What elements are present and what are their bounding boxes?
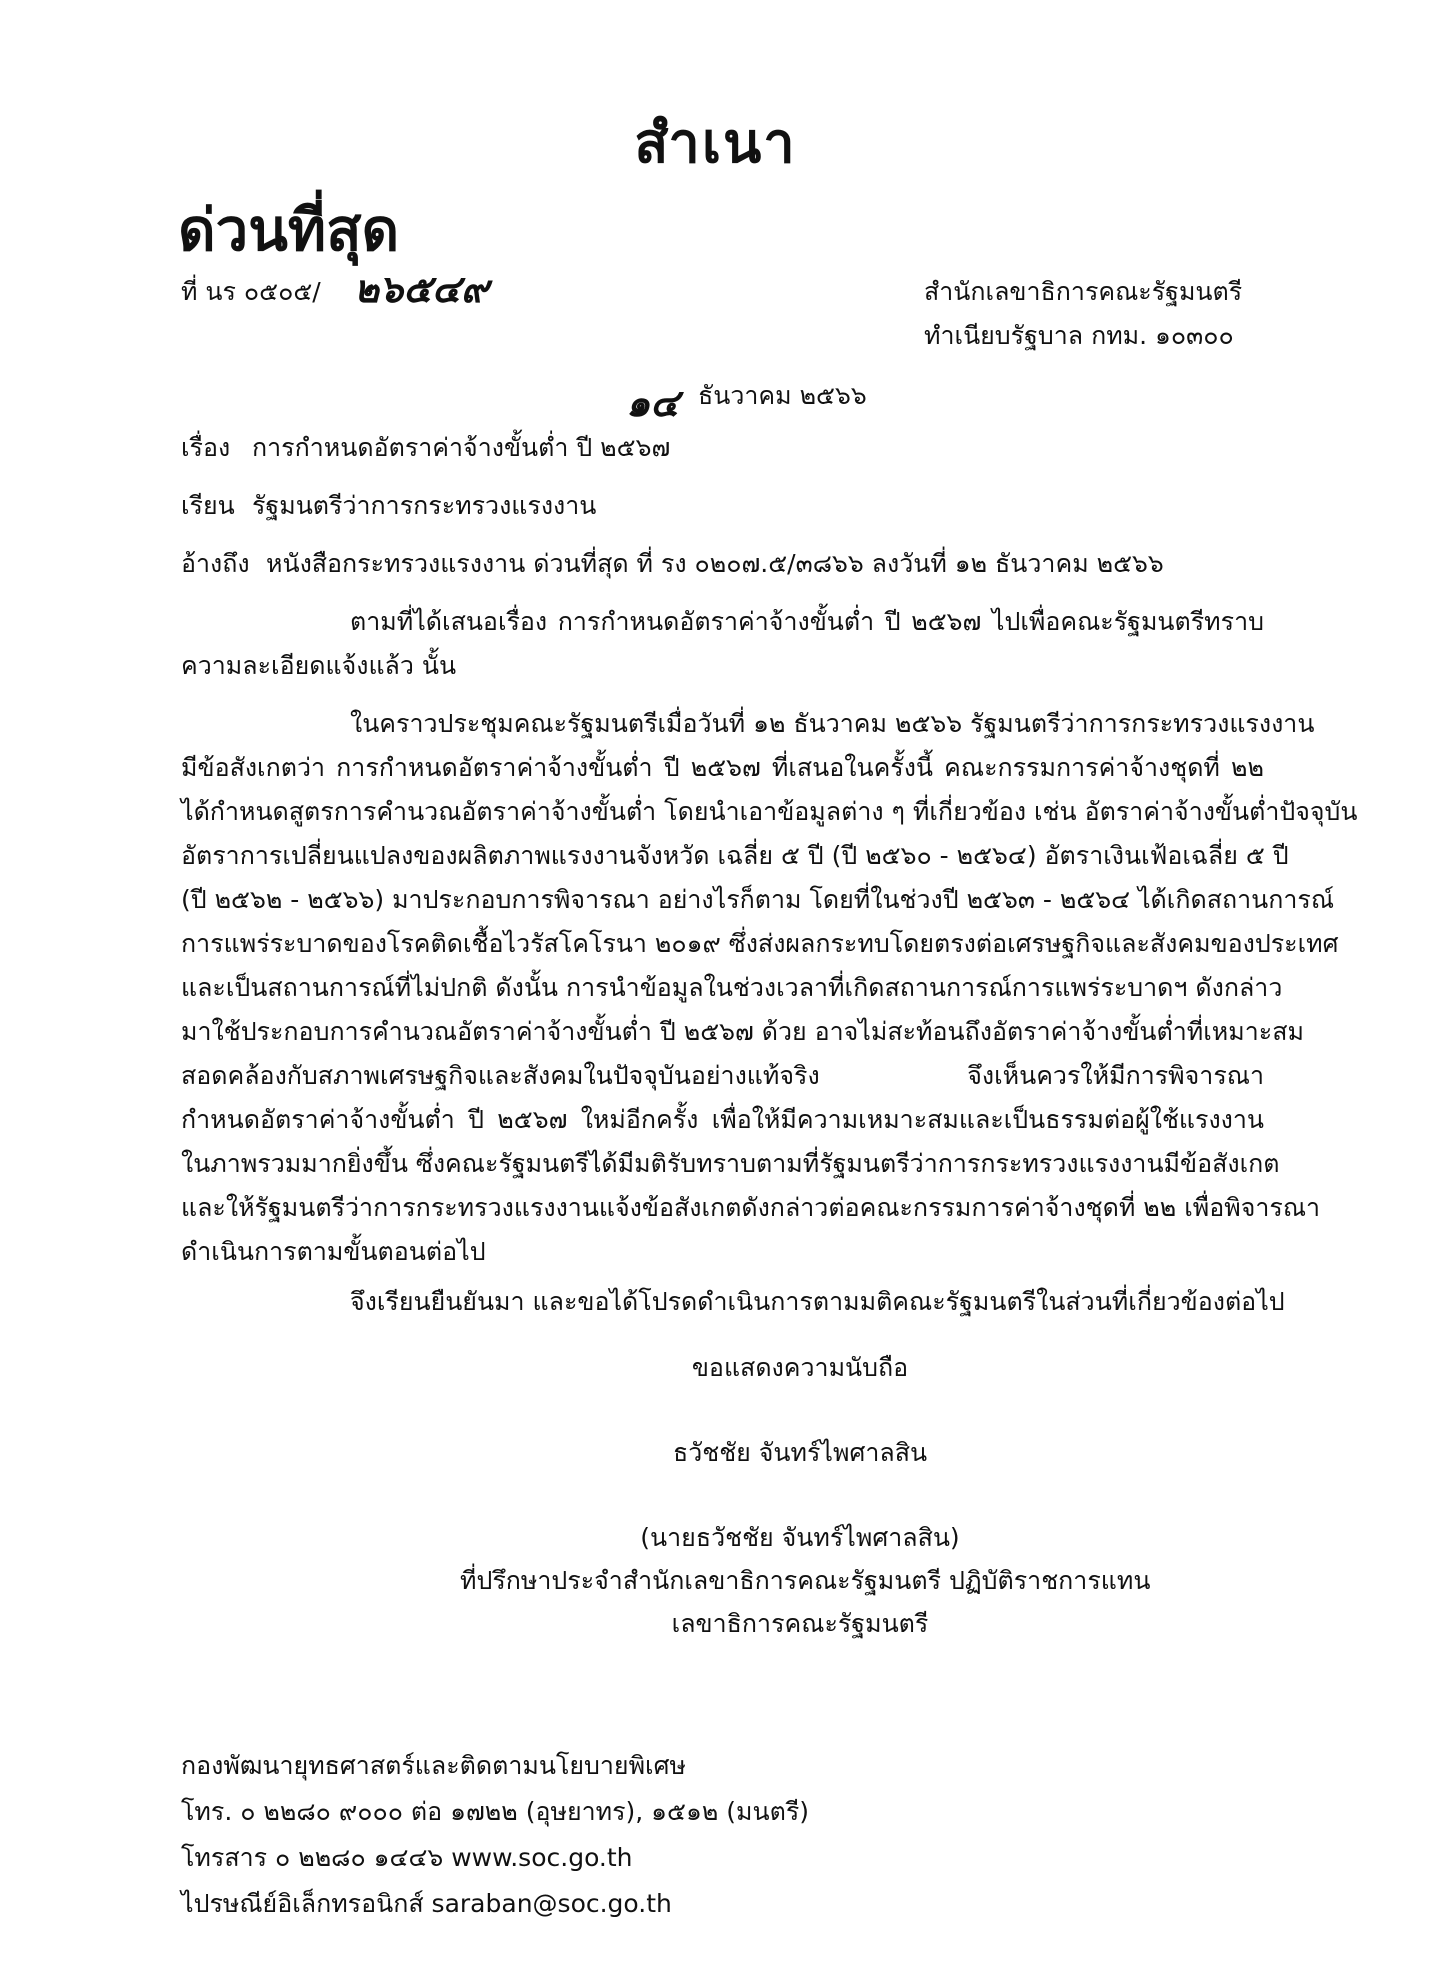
paragraph-2-line: (ปี ๒๕๖๒ - ๒๕๖๖) มาประกอบการพิจารณา อย่างไรก็ตาม โดยที่ในช่วงปี ๒๕๖๓ - ๒๕๖๔ ได้เกิดสถานการณ์ bbox=[181, 885, 1335, 914]
paragraph-2-line: ในภาพรวมมากยิ่งขึ้น ซึ่งคณะรัฐมนตรีได้มีมติรับทราบตามที่รัฐมนตรีว่าการกระทรวงแรงงานมีข้อสังเกต bbox=[181, 1149, 1280, 1178]
paragraph-2-line: และให้รัฐมนตรีว่าการกระทรวงแรงงานแจ้งข้อสังเกตดังกล่าวต่อคณะกรรมการค่าจ้างชุดที่ ๒๒ เพื่อพิจารณา bbox=[181, 1193, 1321, 1222]
subject-label: เรื่อง bbox=[181, 433, 231, 462]
signature: ธวัชชัย จันทร์ไพศาลสิน bbox=[672, 1438, 928, 1467]
to-label: เรียน bbox=[181, 491, 235, 520]
document-number-handwritten: ๒๖๕๔๙ bbox=[354, 266, 489, 311]
paragraph-1-line: ความละเอียดแจ้งแล้ว นั้น bbox=[181, 651, 457, 680]
closing-salutation: ขอแสดงความนับถือ bbox=[691, 1353, 909, 1382]
document-number-label: ที่ นร ๐๕๐๕/ bbox=[181, 277, 321, 306]
paragraph-2-line: กำหนดอัตราค่าจ้างขั้นต่ำ ปี ๒๕๖๗ ใหม่อีกครั้ง เพื่อให้มีความเหมาะสมและเป็นธรรมต่อผู้ใช้แรงงาน bbox=[181, 1105, 1264, 1134]
to-value: รัฐมนตรีว่าการกระทรวงแรงงาน bbox=[252, 491, 597, 520]
signer-position: ที่ปรึกษาประจำสำนักเลขาธิการคณะรัฐมนตรี ปฏิบัติราชการแทน bbox=[460, 1566, 1151, 1595]
reference-value: หนังสือกระทรวงแรงงาน ด่วนที่สุด ที่ รง ๐๒๐๗.๕/๓๘๖๖ ลงวันที่ ๑๒ ธันวาคม ๒๕๖๖ bbox=[266, 549, 1164, 578]
office-address: ทำเนียบรัฐบาล กทม. ๑๐๓๐๐ bbox=[924, 321, 1234, 350]
paragraph-2-line: สอดคล้องกับสภาพเศรษฐกิจและสังคมในปัจจุบันอย่างแท้จริง จึงเห็นควรให้มีการพิจารณา bbox=[181, 1061, 1264, 1090]
reference-label: อ้างถึง bbox=[181, 549, 250, 578]
subject-value: การกำหนดอัตราค่าจ้างขั้นต่ำ ปี ๒๕๖๗ bbox=[252, 433, 671, 462]
urgency-label: ด่วนที่สุด bbox=[178, 196, 400, 264]
paragraph-2-line: การแพร่ระบาดของโรคติดเชื้อไวรัสโคโรนา ๒๐๑๙ ซึ่งส่งผลกระทบโดยตรงต่อเศรษฐกิจและสังคมของประเทศ bbox=[181, 929, 1339, 958]
paragraph-2-line: และเป็นสถานการณ์ที่ไม่ปกติ ดังนั้น การนำข้อมูลในช่วงเวลาที่เกิดสถานการณ์การแพร่ระบาดฯ ดังกล่าว bbox=[181, 973, 1283, 1002]
date-month-year: ธันวาคม ๒๕๖๖ bbox=[698, 381, 867, 410]
footer-division: กองพัฒนายุทธศาสตร์และติดตามนโยบายพิเศษ bbox=[181, 1751, 686, 1780]
paragraph-2-line: มีข้อสังเกตว่า การกำหนดอัตราค่าจ้างขั้นต่ำ ปี ๒๕๖๗ ที่เสนอในครั้งนี้ คณะกรรมการค่าจ้างชุดที่ ๒๒ bbox=[181, 753, 1264, 782]
footer-phone: โทร. ๐ ๒๒๘๐ ๙๐๐๐ ต่อ ๑๗๒๒ (อุษยาทร), ๑๕๑๒ (มนตรี) bbox=[181, 1797, 810, 1826]
paragraph-2-line: ดำเนินการตามขั้นตอนต่อไป bbox=[181, 1237, 486, 1266]
paragraph-2-line: มาใช้ประกอบการคำนวณอัตราค่าจ้างขั้นต่ำ ปี ๒๕๖๗ ด้วย อาจไม่สะท้อนถึงอัตราค่าจ้างขั้นต่ำที่เหมาะสม bbox=[181, 1017, 1304, 1046]
paragraph-2-line: ในคราวประชุมคณะรัฐมนตรีเมื่อวันที่ ๑๒ ธันวาคม ๒๕๖๖ รัฐมนตรีว่าการกระทรวงแรงงาน bbox=[350, 709, 1315, 738]
signer-name: (นายธวัชชัย จันทร์ไพศาลสิน) bbox=[640, 1523, 960, 1552]
footer-email: ไปรษณีย์อิเล็กทรอนิกส์ saraban@soc.go.th bbox=[181, 1889, 672, 1918]
paragraph-3: จึงเรียนยืนยันมา และขอได้โปรดดำเนินการตามมติคณะรัฐมนตรีในส่วนที่เกี่ยวข้องต่อไป bbox=[350, 1287, 1285, 1316]
copy-stamp: สำเนา bbox=[634, 111, 797, 176]
paragraph-1-line: ตามที่ได้เสนอเรื่อง การกำหนดอัตราค่าจ้างขั้นต่ำ ปี ๒๕๖๗ ไปเพื่อคณะรัฐมนตรีทราบ bbox=[350, 607, 1264, 636]
signer-position: เลขาธิการคณะรัฐมนตรี bbox=[671, 1609, 929, 1638]
date-day-handwritten: ๑๔ bbox=[626, 380, 679, 425]
paragraph-2-line: ได้กำหนดสูตรการคำนวณอัตราค่าจ้างขั้นต่ำ โดยนำเอาข้อมูลต่าง ๆ ที่เกี่ยวข้อง เช่น อัตราค่าจ้างขั้นต่ำปัจจุบัน bbox=[181, 797, 1358, 826]
office-name: สำนักเลขาธิการคณะรัฐมนตรี bbox=[924, 277, 1243, 306]
paragraph-2-line: อัตราการเปลี่ยนแปลงของผลิตภาพแรงงานจังหวัด เฉลี่ย ๕ ปี (ปี ๒๕๖๐ - ๒๕๖๔) อัตราเงินเฟ้อเฉลี่ย ๕ ปี bbox=[181, 841, 1289, 870]
footer-fax: โทรสาร ๐ ๒๒๘๐ ๑๔๔๖ www.soc.go.th bbox=[181, 1843, 633, 1872]
